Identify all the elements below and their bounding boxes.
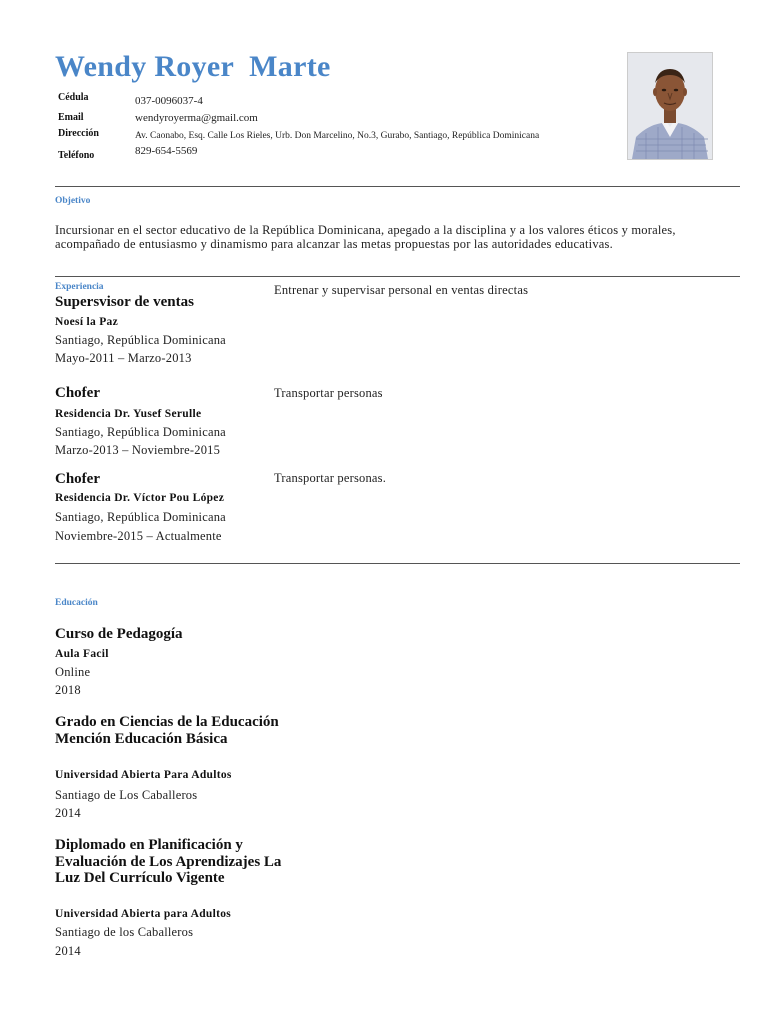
job-dates: Marzo-2013 – Noviembre-2015 [55,443,221,457]
address-label: Dirección [58,128,99,139]
education-title: Diplomado en Planificación y Evaluación de Los Aprendizajes La Luz Del Currículo Vigente [55,837,282,886]
job-description: Transportar personas. [274,471,387,485]
divider-experience [55,563,740,564]
job-description: Entrenar y supervisar personal en ventas directas [274,283,529,297]
profile-photo [627,52,713,160]
education-location: Santiago de Los Caballeros [55,788,198,802]
job-title: Chofer [55,385,100,401]
email-value[interactable]: wendyroyerma@gmail.com [135,112,258,124]
divider-header [55,186,740,187]
job-organization: Noesí la Paz [55,316,119,328]
candidate-name: Wendy Royer Marte [55,50,331,83]
address-value: Av. Caonabo, Esq. Calle Los Rieles, Urb. Don Marcelino, No.3, Gurabo, Santiago, República Dominicana [135,131,540,141]
education-section-title: Educación [55,598,98,608]
job-organization: Residencia Dr. Yusef Serulle [55,408,202,420]
education-year: 2014 [55,944,81,958]
education-title: Grado en Ciencias de la Educación Mención Educación Básica [55,714,279,747]
job-organization: Residencia Dr. Víctor Pou López [55,492,225,504]
job-location: Santiago, República Dominicana [55,425,226,439]
divider-objective [55,276,740,277]
job-dates: Noviembre-2015 – Actualmente [55,529,222,543]
job-title: Supersvisor de ventas [55,294,194,310]
education-location: Online [55,665,91,679]
education-year: 2018 [55,683,81,697]
education-title: Curso de Pedagogía [55,626,183,642]
education-institution: Universidad Abierta Para Adultos [55,769,232,781]
phone-label: Teléfono [58,150,95,161]
objective-section-title: Objetivo [55,196,91,206]
job-description: Transportar personas [274,386,383,400]
cedula-label: Cédula [58,92,89,103]
objective-text: Incursionar en el sector educativo de la República Dominicana, apegado a la disciplina y a los valores éticos y morales, acompañado de entusiasmo y dinamismo para alcanzar las metas propuestas por las autoridades educativas. [55,223,676,251]
job-location: Santiago, República Dominicana [55,510,226,524]
job-title: Chofer [55,471,100,487]
phone-value: 829-654-5569 [135,145,198,157]
education-institution: Aula Facil [55,648,109,660]
education-location: Santiago de los Caballeros [55,925,194,939]
education-institution: Universidad Abierta para Adultos [55,908,232,920]
job-dates: Mayo-2011 – Marzo-2013 [55,351,192,365]
cedula-value: 037-0096037-4 [135,95,203,107]
education-year: 2014 [55,806,81,820]
experience-section-title: Experiencia [55,282,104,292]
job-location: Santiago, República Dominicana [55,333,226,347]
email-label: Email [58,112,84,123]
